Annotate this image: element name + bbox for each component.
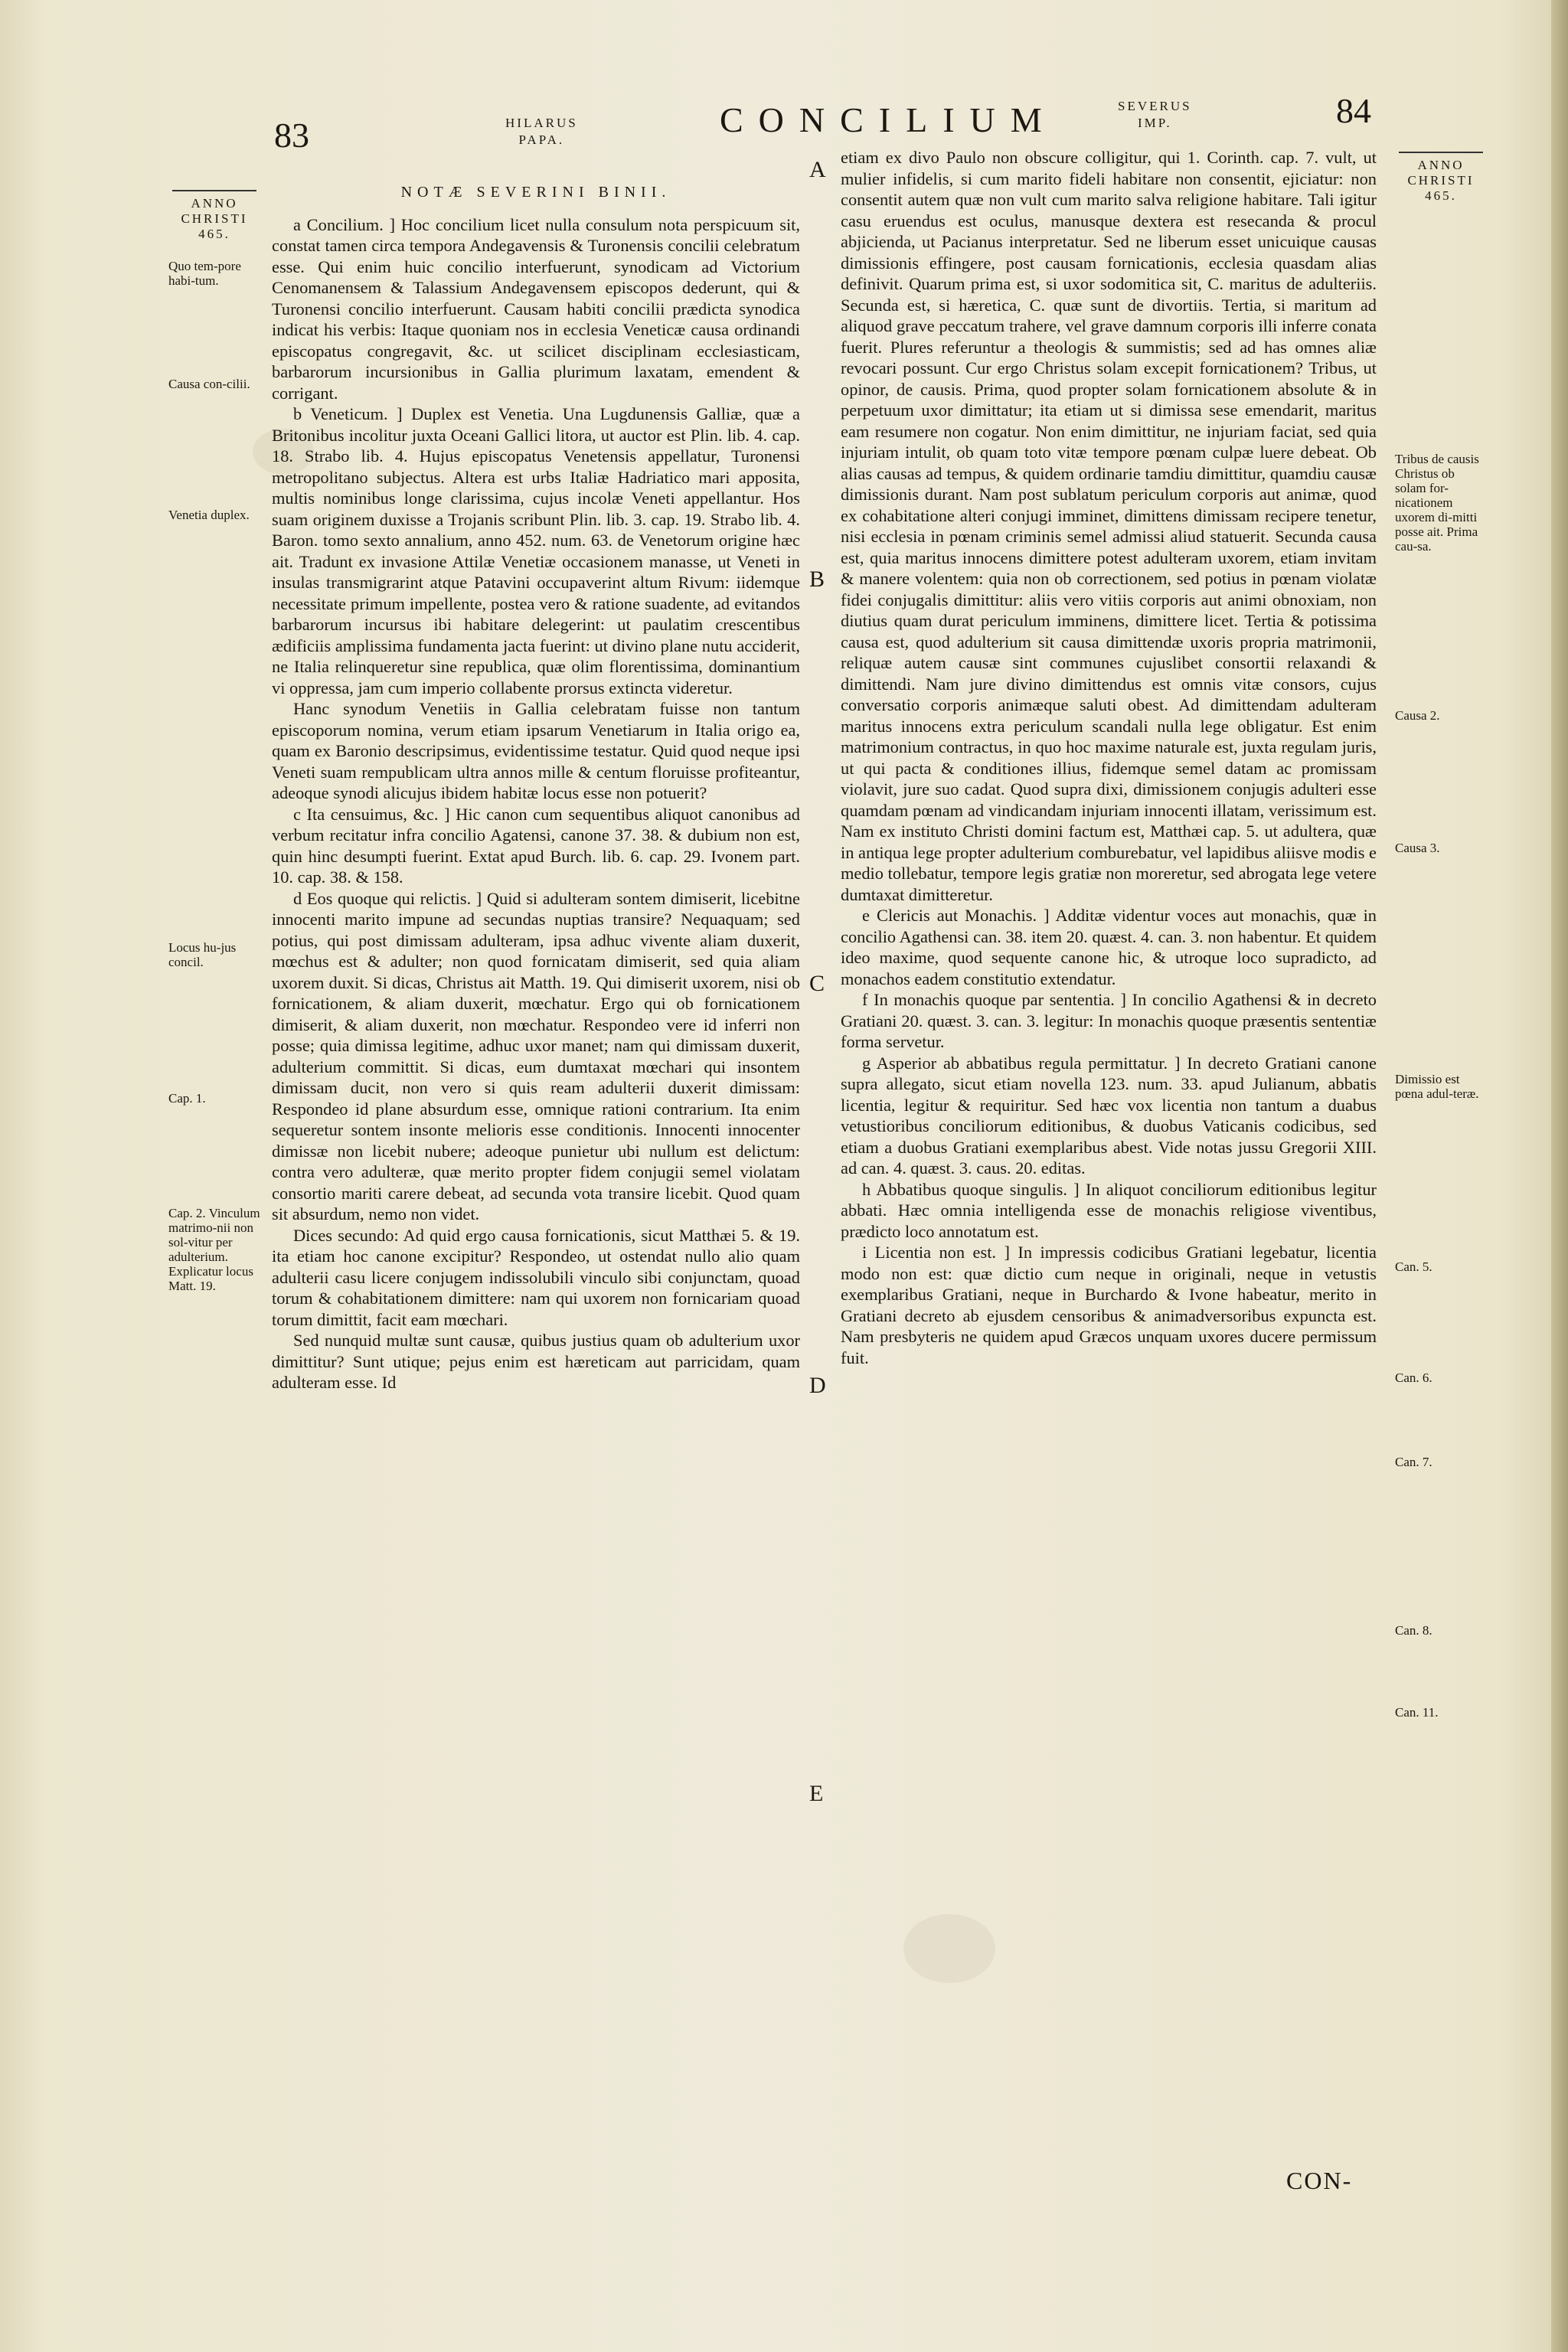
margin-note: Venetia duplex. [168, 508, 250, 522]
margin-note: Cap. 1. [168, 1091, 206, 1106]
margin-note: Tribus de causis Christus ob solam for-nicationem uxorem di-mitti posse ait. Prima cau-sa. [1395, 452, 1479, 554]
margin-note: Causa con-cilii. [168, 377, 250, 391]
right-column [841, 147, 1377, 1368]
note-a: a Concilium. ] Hoc concilium licet nulla consulum nota perspicuum sit, constat tamen circa tempora Andegavensis & Turonensis concilii celebratum esse. Qui enim huic concilio interfuerunt, synodicam ad Victorium Cenomanensem & Talassium Andegavensem episcopos dederunt, qui & Turonensi concilio interfuerunt. Causam habiti concilii prædicta synodica indicat his verbis: Itaque quoniam nos in ecclesia Veneticæ causa ordinandi episcopatus congregavit, &c. ut scilicet disciplinam ecclesiasticam, barbarorum incursionibus in Gallia plurimum laxatam, emendent & corrigant. [272, 214, 800, 403]
header-left-label-1: HILARUS [505, 116, 578, 130]
section-letter-c: C [809, 971, 825, 996]
notes-heading: NOTÆ SEVERINI BINII. [400, 184, 671, 201]
margin-note: Can. 11. [1395, 1705, 1439, 1720]
catchword: CON- [1286, 2167, 1353, 2194]
paragraph: Hanc synodum Venetiis in Gallia celebratam fuisse non tantum episcoporum nomina, verum etiam ipsarum Venetiarum in Italia origo ea, quam ex Baronio descripsimus, evidentissime testatur. Quid quod neque ipsi Veneti suam rempublicam ultra annos mille & centum floruisse profiteantur, adeoque synodi alicujus ibidem habitæ locus esse non potuerit? [272, 699, 800, 802]
section-letter-d: D [809, 1373, 826, 1398]
section-letter-e: E [809, 1781, 824, 1806]
margin-anno-left [168, 190, 260, 242]
section-letter-b: B [809, 567, 825, 592]
book-edge [1551, 0, 1568, 2352]
note-e: e Clericis aut Monachis. ] Additæ videntur voces aut monachis, quæ in concilio Agathensi can. 38. item 20. quæst. 4. can. 3. non habentur. Et quidem ideo maxime, quod sequente canone hic, & utroque loco supradicto, ad monachos eadem constitutio extendatur. [841, 906, 1377, 988]
anno-year: 465. [1425, 188, 1457, 203]
note-i: i Licentia non est. ] In impressis codicibus Gratiani legebatur, licentia modo non est: quæ dictio cum neque in originali, neque in vetustis exemplaribus Gratiani, neque in Burchardo & Ivone habeatur, merito in Gratiani decreto ab ejusdem censoribus & animadversoribus expuncta est. Nam presbyteris ne quidem apud Græcos unquam uxores ducere permissum fuit. [841, 1243, 1377, 1367]
note-h: h Abbatibus quoque singulis. ] In aliquot conciliorum editionibus legitur abbati. Hæc omnia intelligenda esse de monachis religiose viventibus, prædicto loco annotatum est. [841, 1179, 1377, 1241]
page-number-left: 83 [274, 116, 309, 155]
margin-note: Can. 8. [1395, 1623, 1432, 1638]
header-right-label-2: IMP. [1137, 116, 1172, 130]
margin-anno-right [1395, 152, 1487, 204]
stain [903, 1914, 995, 1983]
margin-note: Causa 2. [1395, 708, 1440, 723]
header-left-label [505, 115, 578, 149]
header-left-label-2: PAPA. [518, 132, 565, 147]
paragraph: Sed nunquid multæ sunt causæ, quibus justius quam ob adulterium uxor dimittitur? Sunt utique; pejus enim est hæreticam aut parricidam, quam adulteram esse. Id [272, 1331, 800, 1392]
left-column [272, 182, 800, 1393]
note-b: b Veneticum. ] Duplex est Venetia. Una Lugdunensis Galliæ, quæ a Britonibus incolitur juxta Oceani Gallici litora, ut auctor est Plin. lib. 4. cap. 18. Strabo lib. 4. Hujus episcopatus Venetensis appellatur, Turonensi metropolitano subjectus. Altera est urbs Italiæ Hadriatico mari apposita, multis nominibus longe clarissima, cujus incolæ Veneti appellantur. Hos suam originem duxisse a Trojanis scribunt Plin. lib. 3. cap. 19. Strabo lib. 4. Baron. tomo sexto annalium, anno 452. num. 63. de Venetorum origine hæc ait. Tradunt ex invasione Attilæ Venetiæ occasionem manasse, ut Veneti in insulas transmigrarint atque Patavini occupaverint altum Rivum: iidemque necessitate primum impellente, postea vero & ratione suadente, ad evitandos barbarorum incursus ibi habitare delegerint: ut paulatim crescentibus ædificiis amplissima fundamenta jacta fuerint: ut divino plane nutu acciderit, ne Italia relinqueretur sine republica, quæ olim florentissima, dominantium vi oppressa, jam cum imperio collabente prorsus extincta videretur. [272, 404, 800, 697]
margin-note: Can. 5. [1395, 1259, 1432, 1274]
margin-note: Can. 6. [1395, 1370, 1432, 1385]
note-g: g Asperior ab abbatibus regula permittatur. ] In decreto Gratiani canone supra allegato, sicut etiam novella 123. num. 33. apud Julianum, abbatis licentia, legitur & requiritur. Sed hæc vox licentia non tantum a duabus vetustioribus conciliorum editionibus, & duobus Vaticanis codicibus, sed etiam a duobus Gratiani exemplaribus abest. Vide notas jussu Gregorii XIII. ad can. 4. quæst. 3. caus. 20. editas. [841, 1053, 1377, 1178]
margin-note: Can. 7. [1395, 1455, 1432, 1469]
paragraph: etiam ex divo Paulo non obscure colligitur, qui 1. Corinth. cap. 7. vult, ut mulier infidelis, si cum marito fideli habitare non consentit, ejiciatur: non consentit autem quæ non vult cum marito salva religione habitare. Tali igitur casu eruendus est oculus, manusque dextera est resecanda & procul abjicienda, ut Pacianus interpretatur. Sed ne liberum esset unicuique causas dimissionis effingere, post causam fornicationis, ecclesia quasdam alias definivit. Quarum prima est, si uxor sodomitica sit, C. maritus de adulteriis. Secunda est, si hæretica, C. quæ sunt de divortiis. Tertia, si maritum ad aliquod grave peccatum trahere, vel grave damnum corporis illi inferre conata fuerit. Plures referuntur a theologis & summistis; sed ad has omnes aliæ revocari possunt. Cur ergo Christus solam excepit fornicationem? Tribus, ut opinor, de causis. Prima, quod propter solam fornicationem absolute & in perpetuum uxor dimittatur; ita etiam ut si dimissa sese emendarit, maritus eam resumere non cogatur. Non enim dimittitur, ne injuriam faciat, sed quia injuriam intulit, ob quam toto vitæ tempore pœnam culpæ luere debeat. Ob alias causas ad tempus, & quidem ordinarie tamdiu dimittitur, quamdiu causæ dimissionis durant. Nam post sublatum periculum corporis aut animæ, quod ex cohabitatione alteri conjugi imminet, dimittens dimissam recipere tenetur, nisi ecclesia in pœnam criminis semel admissi aliud statuerit. Secunda causa est, quia maritus innocens dimittere potest adulteram uxorem, etiam invitam & manere volentem: quia non ob correctionem, sed potius in pœnam violatæ fidei conjugalis dimittitur: aliis vero vitiis corporis aut animi obnoxiam, non diutius quam durat periculum imminens, dimittere licet. Tertia & potissima causa est, quod adulterium sit causa dimittendæ uxoris propria matrimonii, reliquæ autem causæ sint communes cujuslibet consortii relaxandi & dimittendi. Nam jure divino dimittendus est omnis vitæ consors, cujus conversatio corporis animæque saluti obest. Ad dimittendam adulteram maritus innocens extra periculum scandali nulla lege obligatur. Est enim matrimonium contractus, in quo hoc maxime naturale est, juxta regulam juris, ut qui pacta & conditiones illius, fidemque semel datam ac promissam violavit, jure suo cadat. Quod supra dixi, dimissionem conjugis adulteri esse quamdam pœnam ad vindicandam injuriam innocenti illatam, verissimum est. Nam ex instituto Christi domini factum est, Matthæi cap. 5. ut adultera, quæ in antiqua lege propter adulterium comburebatur, vel lapidibus aliisve modis e medio tollebatur, tempore legis gratiæ non moreretur, sed abrogata lege vetere dumtaxat dimitteretur. [841, 148, 1377, 904]
anno-rule [172, 190, 256, 191]
margin-note: Causa 3. [1395, 841, 1440, 855]
note-f: f In monachis quoque par sententia. ] In concilio Agathensi & in decreto Gratiani 20. quæst. 3. can. 3. legitur: In monachis quoque præsentis sententiæ forma servetur. [841, 990, 1377, 1051]
note-d: d Eos quoque qui relictis. ] Quid si adulteram sontem dimiserit, licebitne innocenti marito impune ad secundas nuptias transire? Nequaquam; sed potius, qui post dimissam adulteram, ipsa adhuc vivente aliam duxerit, mœchus est & adulter; non quod fornicatam dimiserit, sed quia aliam uxorem duxit. Si dicas, Christus ait Matth. 19. Qui dimiserit uxorem, nisi ob fornicationem, & aliam duxerit, mœchatur. Ergo qui ob fornicationem dimiserit, & aliam duxerit, non mœchatur. Respondeo vere id inferri non posse; quia dimissa legitime, adhuc uxor manet; nam qui dimissam duxerit, adulterium committit. Si dicas, eum dumtaxat mœchari qui insontem dimissam ducit, non vero si quis ream adulterii duxerit dimissam: Respondeo id plane absurdum esse, omnique rationi contrarium. Ita enim sequeretur sontem insonte melioris esse conditionis. Innocenti innocenter dimissæ non licebit nubere; adeoque punietur ubi nullum est delictum: contra vero adulteræ, quæ merito propter fidem conjugii semel violatam consortio mariti carere debeat, ad secunda vota transire licebit. Quod quam sit absurdum, nemo non videt. [272, 888, 800, 1223]
anno-rule [1399, 152, 1483, 153]
anno-christi: CHRISTI [181, 211, 248, 226]
margin-note: Cap. 2. Vinculum matrimo-nii non sol-vitur per adulterium. Explicatur locus Matt. 19. [168, 1206, 260, 1293]
margin-note: Quo tem-pore habi-tum. [168, 259, 241, 288]
anno-word: ANNO [1417, 158, 1465, 172]
margin-note: Dimissio est pœna adul-teræ. [1395, 1072, 1479, 1101]
anno-year: 465. [198, 227, 230, 241]
section-letter-a: A [809, 157, 826, 182]
header-right-label [1118, 98, 1192, 132]
running-title: CONCILIUM [720, 100, 1057, 139]
page-number-right: 84 [1336, 91, 1371, 130]
paragraph: Dices secundo: Ad quid ergo causa fornicationis, sicut Matthæi 5. & 19. ita etiam hoc canone excipitur? Respondeo, ut ostendat nullo alio quam adulterii casu licere conjugem indissolubili vinculo sibi conjunctam, quoad torum & cohabitationem dimittere: nam qui uxorem non fornicariam quoad torum dimittit, facit eam mœchari. [272, 1225, 800, 1329]
header-right-label-1: SEVERUS [1118, 99, 1192, 113]
anno-word: ANNO [191, 196, 238, 211]
anno-christi: CHRISTI [1407, 173, 1475, 188]
margin-note: Locus hu-jus concil. [168, 940, 237, 969]
note-c: c Ita censuimus, &c. ] Hic canon cum sequentibus aliquot canonibus ad verbum recitatur infra concilio Agatensi, canone 37. 38. & dubium non est, quin hinc desumpti fuerint. Extat apud Burch. lib. 6. cap. 29. Ivonem part. 10. cap. 38. & 158. [272, 804, 800, 887]
